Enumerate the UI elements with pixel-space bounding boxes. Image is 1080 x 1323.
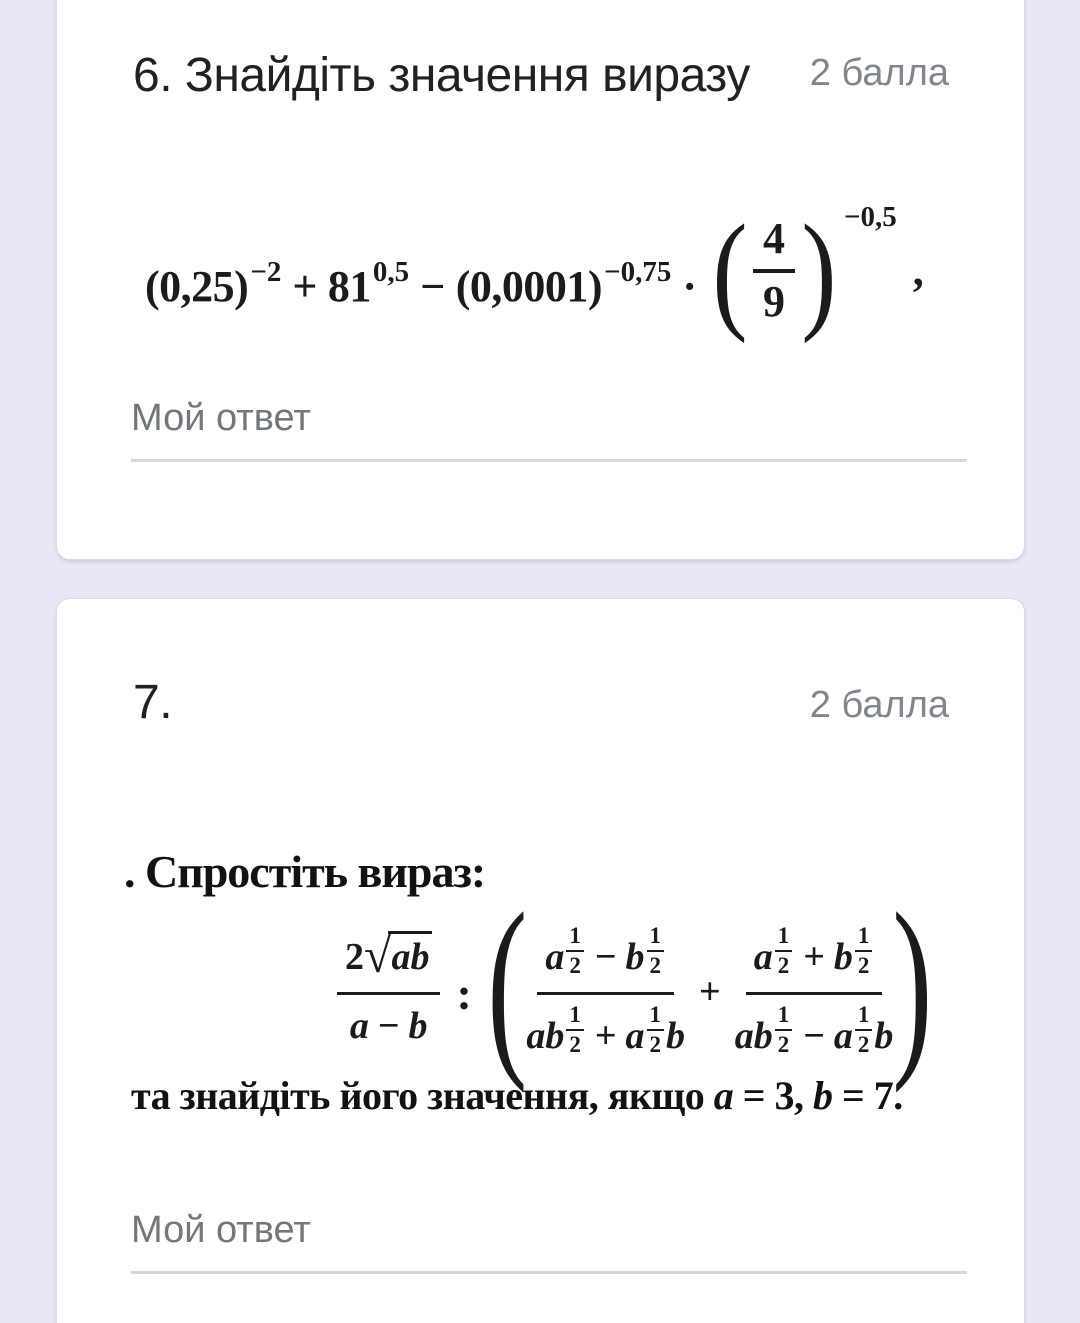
question-6-title: 6. Знайдіть значення виразу	[133, 49, 750, 102]
var-a: a	[545, 936, 565, 979]
half-exponent: $\frac{1}{2}$	[647, 924, 665, 978]
var-b: b	[666, 1014, 686, 1057]
condition-text: = 7.	[832, 1073, 903, 1118]
plus-operator: +	[292, 262, 317, 311]
question-7-prompt: . Спростіть вираз:	[124, 846, 486, 897]
condition-text: = 3,	[733, 1073, 813, 1118]
term-base: (0,25)	[145, 262, 249, 311]
var-ab: ab	[526, 1014, 565, 1057]
var-b: b	[625, 936, 645, 979]
term-base: 81	[327, 262, 371, 311]
plus-operator: +	[699, 971, 721, 1014]
fraction-numerator: 4	[753, 214, 795, 273]
minus-operator: −	[420, 262, 445, 311]
condition-text: та знайдіть його значення, якщо	[131, 1073, 714, 1118]
parenthesized-fraction	[708, 196, 840, 344]
question-7-title: 7.	[133, 676, 173, 729]
var-b: b	[813, 1073, 833, 1118]
question-7-points-badge: 2 балла	[809, 684, 949, 726]
coefficient: 2	[345, 936, 364, 979]
question-7-formula	[337, 873, 933, 1095]
half-exponent: $\frac{1}{2}$	[855, 924, 873, 978]
var-a: a	[833, 1014, 853, 1057]
multiply-dot-operator: ·	[682, 262, 697, 311]
var-b: b	[874, 1014, 894, 1057]
var-a: a	[753, 936, 773, 979]
inner-fraction-2	[735, 924, 894, 1060]
half-exponent: $\frac{1}{2}$	[855, 1003, 873, 1057]
term-exponent: −0,75	[604, 256, 672, 288]
half-exponent: $\frac{1}{2}$	[647, 1003, 665, 1057]
question-6-answer-input[interactable]	[131, 377, 967, 462]
question-7-answer-input[interactable]	[131, 1189, 967, 1274]
inner-fraction-1	[526, 924, 685, 1060]
question-card-6	[56, 0, 1025, 560]
question-7-condition	[131, 1072, 903, 1119]
half-exponent: $\frac{1}{2}$	[775, 924, 793, 978]
question-6-formula	[145, 196, 924, 362]
minus-operator: −	[594, 936, 617, 979]
plus-operator: +	[594, 1014, 617, 1057]
radical-sign: √	[364, 927, 392, 984]
open-paren: (	[711, 196, 747, 344]
plus-operator: +	[803, 936, 825, 979]
question-card-7	[56, 598, 1025, 1323]
radicand: ab	[388, 931, 432, 978]
question-6-points-badge: 2 балла	[809, 52, 949, 94]
var-a: a	[713, 1073, 734, 1118]
division-colon: :	[456, 968, 472, 1020]
var-b: b	[408, 1004, 428, 1047]
fraction-denominator: 9	[763, 276, 785, 326]
big-close-paren: )	[892, 873, 933, 1095]
big-open-paren: (	[487, 873, 528, 1095]
half-exponent: $\frac{1}{2}$	[566, 1003, 584, 1057]
var-ab: ab	[734, 1014, 773, 1057]
term-exponent: −2	[250, 256, 282, 288]
lead-numerator	[337, 927, 440, 995]
paren-exponent: −0,5	[843, 201, 897, 233]
var-b: b	[833, 936, 853, 979]
lead-fraction	[337, 927, 440, 1050]
trailing-comma: ,	[912, 246, 924, 295]
term-base: (0,0001)	[455, 262, 603, 311]
half-exponent: $\frac{1}{2}$	[775, 1003, 793, 1057]
minus-operator: −	[803, 1014, 825, 1057]
minus-operator: −	[377, 1004, 400, 1047]
var-a: a	[349, 1004, 369, 1047]
term-exponent: 0,5	[372, 256, 410, 288]
half-exponent: $\frac{1}{2}$	[566, 924, 584, 978]
lead-denominator	[350, 995, 428, 1051]
fraction-4-9	[753, 214, 795, 327]
var-a: a	[625, 1014, 645, 1057]
close-paren: )	[800, 196, 836, 344]
